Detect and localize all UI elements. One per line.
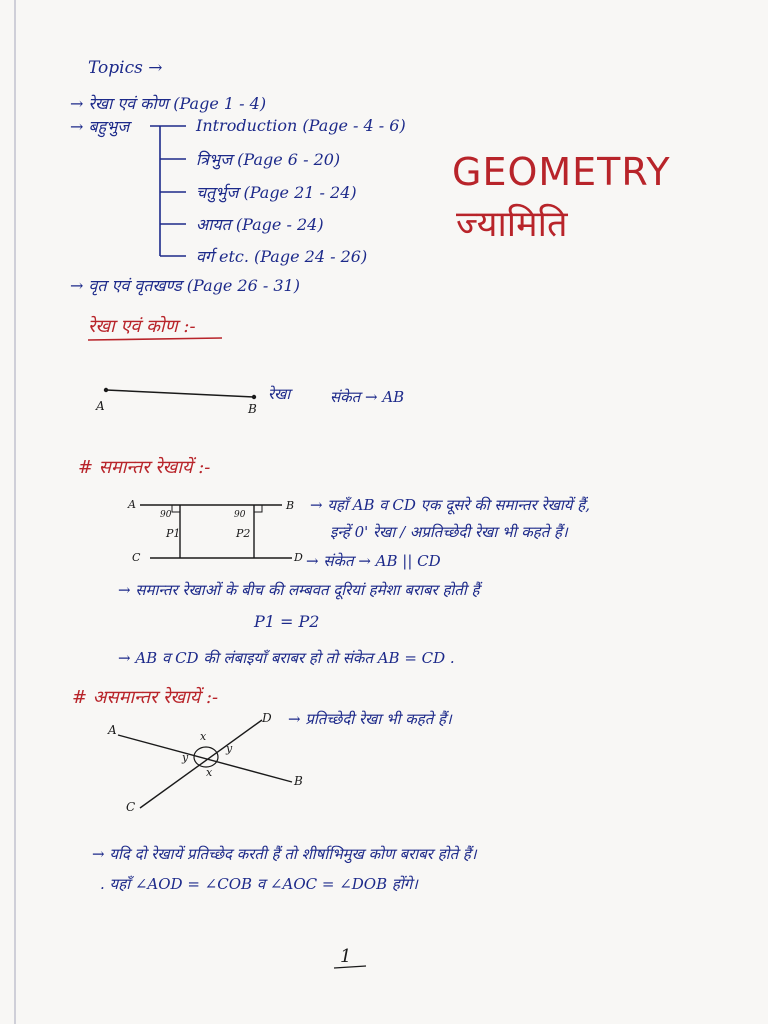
subtopic-rectangle: आयत (Page - 24) <box>196 215 324 234</box>
line-label-a: A <box>96 399 105 413</box>
topic-item-lines-angles: → रेखा एवं कोण (Page 1 - 4) <box>70 94 267 113</box>
intersect-label-a: A <box>108 723 117 737</box>
parallel-note-2: → AB व CD की लंबाइयाँ बराबर हो तो संकेत AB = CD . <box>118 649 455 667</box>
line-segment-ab <box>106 390 254 397</box>
section1-underline <box>88 338 222 340</box>
section3-heading: # असमान्तर रेखायें :- <box>72 687 219 708</box>
parallel-symbol: → संकेत → AB || CD <box>306 552 441 570</box>
line-text: रेखा <box>268 385 291 403</box>
distance-label-p2: P2 <box>236 527 251 540</box>
intersect-label-c: C <box>126 800 136 814</box>
point-a <box>104 388 108 392</box>
parallel-note-1: → समान्तर रेखाओं के बीच की लम्बवत दूरियां हमेशा बराबर होती हैं <box>118 581 480 599</box>
angle-label-x-top: x <box>200 730 207 743</box>
parallel-label-b: B <box>286 499 295 512</box>
angle-label-y-left: y <box>182 751 189 764</box>
right-angle-90-2: 90 <box>234 510 246 520</box>
point-b <box>252 395 256 399</box>
parallel-equation: P1 = P2 <box>254 612 320 631</box>
subtopic-quadrilateral: चतुर्भुज (Page 21 - 24) <box>196 183 357 202</box>
intersecting-note-1: → यदि दो रेखायें प्रतिच्छेद करती हैं तो शीर्षाभिमुख कोण बराबर होते हैं। <box>92 845 477 863</box>
angle-label-x-bottom: x <box>206 766 213 779</box>
topics-heading: Topics → <box>88 58 163 78</box>
page-number: 1 <box>340 946 352 967</box>
subtopic-square: वर्ग etc. (Page 24 - 26) <box>196 247 368 266</box>
intersecting-description: → प्रतिच्छेदी रेखा भी कहते हैं। <box>288 710 452 728</box>
line-label-b: B <box>248 402 257 416</box>
intersecting-note-2: . यहाँ ∠AOD = ∠COB व ∠AOC = ∠DOB होंगे। <box>100 875 418 893</box>
parallel-description-1: → यहाँ AB व CD एक दूसरे की समान्तर रेखायें हैं, <box>310 496 590 514</box>
angle-label-y-right: y <box>226 742 233 755</box>
intersect-label-b: B <box>294 774 303 788</box>
parallel-label-a: A <box>128 498 136 511</box>
parallel-label-d: D <box>294 551 303 564</box>
section2-heading: # समान्तर रेखायें :- <box>78 457 211 478</box>
section1-heading: रेखा एवं कोण :- <box>88 316 196 337</box>
topic-item-polygon: → बहुभुज <box>70 117 130 136</box>
line-symbol-text: संकेत → AB <box>330 388 405 406</box>
right-angle-mark-1 <box>172 505 180 512</box>
intersect-label-d: D <box>262 711 272 725</box>
topic-item-circle: → वृत एवं वृतखण्ड (Page 26 - 31) <box>70 276 300 295</box>
subtopic-introduction: Introduction (Page - 4 - 6) <box>196 116 406 135</box>
parallel-description-2: इन्हें 0' रेखा / अप्रतिच्छेदी रेखा भी कहते हैं। <box>330 523 568 541</box>
subtopic-triangle: त्रिभुज (Page 6 - 20) <box>196 150 341 169</box>
title-english: GEOMETRY <box>452 150 671 194</box>
parallel-label-c: C <box>132 551 141 564</box>
right-angle-mark-2 <box>254 505 262 512</box>
title-hindi: ज्यामिति <box>456 204 568 245</box>
distance-label-p1: P1 <box>166 527 181 540</box>
right-angle-90-1: 90 <box>160 510 172 520</box>
